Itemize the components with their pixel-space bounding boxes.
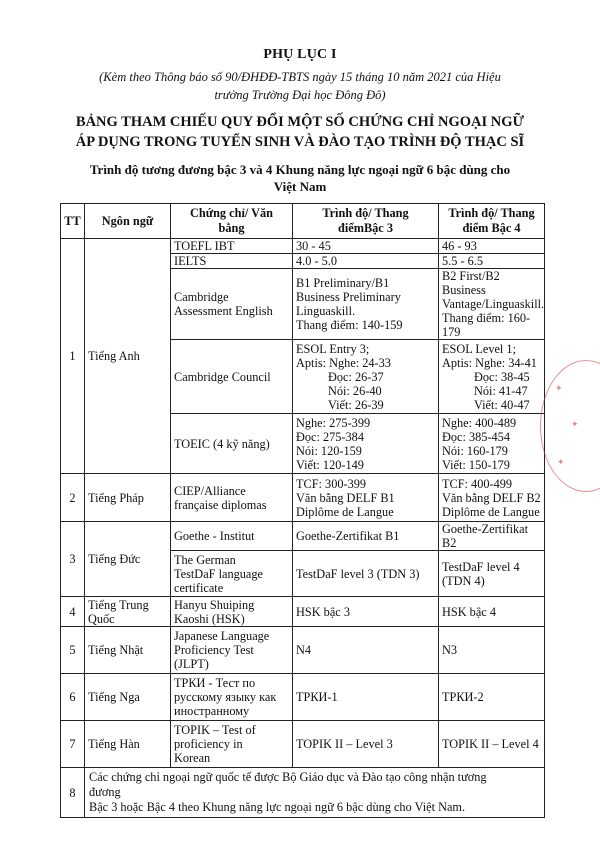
header-level-4 (439, 204, 545, 239)
row-number: 1 (61, 239, 85, 474)
row-number: 6 (61, 674, 85, 721)
level-4-cell: HSK bậc 4 (439, 597, 545, 627)
subtitle-line-2: trưởng Trường Đại học Đông Đô) (214, 88, 386, 102)
cell-line: Nghe: 275-399 (296, 415, 371, 430)
certificate-cell (171, 674, 293, 721)
cell-line: (JLPT) (174, 657, 209, 671)
certificate-cell (171, 597, 293, 627)
cell-line: Đọc: 385-454 (442, 429, 510, 444)
certificate-cell: TOEFL IBT (171, 239, 293, 254)
header-level-3-line-1: Trình độ/ Thang (322, 206, 409, 220)
row-number: 5 (61, 627, 85, 674)
cell-line: Thang điểm: 160-179 (442, 311, 531, 339)
cell-line: Proficiency Test (174, 643, 254, 657)
cell-line: Đọc: 26-37 (328, 369, 384, 384)
cell-line: Văn bằng DELF B2 (442, 490, 541, 505)
level-4-cell (439, 474, 545, 522)
cell-line: Các chứng chỉ ngoại ngữ quốc tế được Bộ Giáo dục và Đào tạo công nhận tương (89, 770, 487, 784)
level-3-cell: ТРКИ-1 (293, 674, 439, 721)
level-3-cell: 30 - 45 (293, 239, 439, 254)
appendix-subtitle (60, 68, 540, 104)
cell-line: Diplôme de Langue (296, 504, 394, 519)
language-cell: Tiếng Nhật (85, 627, 171, 674)
cell-line: TCF: 400-499 (442, 476, 513, 491)
cell-line: Viết: 40-47 (474, 397, 530, 412)
language-cell: Tiếng Pháp (85, 474, 171, 522)
cell-line: Linguaskill. (296, 304, 356, 318)
level-4-cell: TOPIK II – Level 4 (439, 721, 545, 768)
cell-line: Korean (174, 751, 211, 765)
cell-line: B1 Preliminary/B1 (296, 276, 390, 290)
cell-line: Diplôme de Langue (442, 504, 540, 519)
cell-line: Đọc: 275-384 (296, 429, 364, 444)
cell-line: TestDaF language (174, 566, 263, 581)
red-seal-stamp: ✦ ✦ ✦ (540, 360, 600, 492)
cell-line: Viết: 120-149 (296, 457, 364, 472)
certificate-cell (171, 269, 293, 340)
row-number: 2 (61, 474, 85, 522)
cell-line: The German (174, 552, 236, 567)
level-4-cell (439, 551, 545, 597)
language-cell (85, 597, 171, 627)
document-title (60, 112, 540, 152)
header-tt: TT (61, 204, 85, 239)
table-row (61, 239, 545, 254)
table-row (61, 474, 545, 522)
cell-line: Aptis: Nghe: 34-41 (442, 355, 537, 370)
header-level-3 (293, 204, 439, 239)
cell-line: ESOL Level 1; (442, 341, 516, 356)
table-row (61, 597, 545, 627)
language-cell: Tiếng Hàn (85, 721, 171, 768)
language-cell: Tiếng Anh (85, 239, 171, 474)
cell-line: française diplomas (174, 497, 267, 512)
row-number: 7 (61, 721, 85, 768)
header-certificate-line-1: Chứng chỉ/ Văn (189, 206, 273, 220)
header-level-3-line-2: điểmBậc 3 (338, 221, 393, 235)
cell-line: (TDN 4) (442, 573, 485, 588)
section-line-2: Việt Nam (273, 179, 327, 194)
row-number: 3 (61, 522, 85, 597)
cell-line: Quốc (88, 611, 115, 626)
cell-line: Kaoshi (HSK) (174, 611, 245, 626)
level-3-cell: Goethe-Zertifikat B1 (293, 522, 439, 551)
certificate-cell (171, 721, 293, 768)
header-language: Ngôn ngữ (85, 204, 171, 239)
reference-table (60, 203, 545, 818)
cell-line: CIEP/Alliance (174, 483, 246, 498)
cell-line: Vantage/Linguaskill. (442, 297, 545, 311)
cell-line: ESOL Entry 3; (296, 341, 370, 356)
level-3-cell (293, 414, 439, 474)
cell-line: certificate (174, 580, 224, 595)
table-row (61, 721, 545, 768)
cell-line: Aptis: Nghe: 24-33 (296, 355, 391, 370)
level-3-cell: TOPIK II – Level 3 (293, 721, 439, 768)
cell-line: русскому языку как (174, 690, 277, 704)
title-line-1: BẢNG THAM CHIẾU QUY ĐỔI MỘT SỐ CHỨNG CHỈ NGOẠI NGỮ (75, 114, 525, 130)
certificate-cell: Goethe - Institut (171, 522, 293, 551)
header-certificate (171, 204, 293, 239)
table-row (61, 768, 545, 818)
cell-line: Bậc 3 hoặc Bậc 4 theo Khung năng lực ngoại ngữ 6 bậc dùng cho Việt Nam. (89, 800, 466, 814)
level-4-cell (439, 340, 545, 414)
cell-line: Tiếng Trung (88, 597, 149, 612)
cell-line: đương (89, 785, 121, 799)
certificate-cell: Cambridge Council (171, 340, 293, 414)
language-cell: Tiếng Đức (85, 522, 171, 597)
subtitle-line-1: (Kèm theo Thông báo số 90/ĐHĐĐ-TBTS ngày 15 tháng 10 năm 2021 của Hiệu (99, 70, 501, 84)
cell-line: Business Preliminary (296, 290, 401, 304)
cell-line: Nói: 41-47 (474, 383, 528, 398)
cell-line: Thang điểm: 140-159 (296, 318, 403, 332)
row-number: 8 (61, 768, 85, 818)
table-row (61, 627, 545, 674)
cell-line: TOPIK – Test of (174, 723, 256, 737)
cell-line: B2 First/B2 Business (442, 269, 500, 297)
level-3-cell: TestDaF level 3 (TDN 3) (293, 551, 439, 597)
header-level-4-line-2: điểm Bậc 4 (462, 221, 521, 235)
level-3-cell (293, 340, 439, 414)
cell-line: Nói: 160-179 (442, 443, 508, 458)
section-heading (60, 161, 540, 195)
section-line-1: Trình độ tương đương bậc 3 và 4 Khung năng lực ngoại ngữ 6 bậc dùng cho (89, 162, 511, 177)
cell-line: TestDaF level 4 (442, 559, 520, 574)
certificate-cell: TOEIC (4 kỹ năng) (171, 414, 293, 474)
certificate-cell (171, 551, 293, 597)
language-cell: Tiếng Nga (85, 674, 171, 721)
level-4-cell: ТРКИ-2 (439, 674, 545, 721)
cell-line: Viết: 26-39 (328, 397, 384, 412)
cell-line: Văn bằng DELF B1 (296, 490, 395, 505)
cell-line: Viết: 150-179 (442, 457, 510, 472)
cell-line: Japanese Language (174, 629, 270, 643)
level-4-cell: 5.5 - 6.5 (439, 254, 545, 269)
note-cell (85, 768, 545, 818)
level-3-cell: 4.0 - 5.0 (293, 254, 439, 269)
cell-line: Cambridge (174, 290, 229, 304)
cell-line: иностранному (174, 704, 250, 718)
certificate-cell: IELTS (171, 254, 293, 269)
row-number: 4 (61, 597, 85, 627)
cell-line: Nói: 26-40 (328, 383, 382, 398)
level-4-cell (439, 414, 545, 474)
level-3-cell (293, 474, 439, 522)
cell-line: Đọc: 38-45 (474, 369, 530, 384)
level-4-cell: Goethe-Zertifikat B2 (439, 522, 545, 551)
cell-line: Hanyu Shuiping (174, 597, 255, 612)
table-row (61, 674, 545, 721)
cell-line: Assessment English (174, 304, 273, 318)
level-4-cell: N3 (439, 627, 545, 674)
cell-line: Nói: 120-159 (296, 443, 362, 458)
level-3-cell (293, 269, 439, 340)
certificate-cell (171, 627, 293, 674)
cell-line: Nghe: 400-489 (442, 415, 517, 430)
title-line-2: ÁP DỤNG TRONG TUYỂN SINH VÀ ĐÀO TẠO TRÌNH ĐỘ THẠC SĨ (75, 134, 525, 150)
cell-line: TCF: 300-399 (296, 476, 367, 491)
table-row (61, 522, 545, 551)
level-4-cell: 46 - 93 (439, 239, 545, 254)
table-header-row (61, 204, 545, 239)
cell-line: proficiency in (174, 737, 243, 751)
header-certificate-line-2: bằng (218, 221, 245, 235)
level-3-cell: N4 (293, 627, 439, 674)
cell-line: ТРКИ - Тест по (174, 676, 256, 690)
header-level-4-line-1: Trình độ/ Thang (448, 206, 535, 220)
level-3-cell: HSK bậc 3 (293, 597, 439, 627)
appendix-heading: PHỤ LỤC I (263, 47, 337, 62)
level-4-cell (439, 269, 545, 340)
certificate-cell (171, 474, 293, 522)
